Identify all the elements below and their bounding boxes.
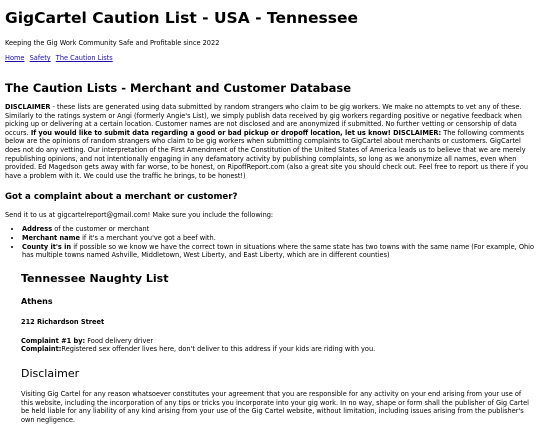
complaint-author-label: Complaint #1 by:: [21, 336, 86, 345]
list-item: [22, 234, 535, 243]
complaint-author-text: Food delivery driver: [85, 336, 154, 345]
send-instructions: Send it to us at gigcartelreport@gmail.com! Make sure you include the following:: [5, 211, 274, 220]
complaint-entries: [5, 337, 535, 354]
disclaimer-paragraph: [5, 103, 535, 180]
complaint-author: [21, 337, 535, 346]
list-item-text: if it's a merchant you've got a beef with.: [79, 233, 216, 242]
address-heading: 212 Richardson Street: [21, 317, 105, 326]
list-item-bold: County it's in: [22, 242, 72, 251]
disclaimer-body-2: The following comments below are the opinions of random strangers who claim to be gig workers when submitting complaints to GigCartel about merchants or customers. GigCartel does not do any vetting. Our interpretation of the First Amendment of the Constitution of the United States of America leads us to believe that we are merely republishing opinions, and not intentionally engaging in any defamatory activity by publishing complaints, so long as we anonymize all names, even when provided. Ed Magedson gets away with far worse, to be honest, on RipoffReport.com (also a great site you should check out. Feel free to report us there if you have a problem with it. We could use the traffic he brings, to be honest!): [5, 128, 529, 180]
list-item: [22, 225, 535, 234]
section-title: The Caution Lists - Merchant and Customer Database: [5, 81, 352, 95]
site-title: GigCartel Caution List - USA - Tennessee: [5, 9, 359, 27]
list-item: [22, 243, 535, 260]
requirements-list: [5, 225, 535, 259]
disclaimer-submit-callout: If you would like to submit data regarding a good or bad pickup or dropoff location, let us know! DISCLAIMER:: [30, 128, 442, 137]
complaint-heading: Got a complaint about a merchant or customer?: [5, 192, 238, 203]
city-heading: Athens: [21, 296, 53, 306]
site-tagline: Keeping the Gig Work Community Safe and Profitable since 2022: [5, 39, 220, 47]
complaint-body-label: Complaint:: [21, 345, 62, 354]
list-item-text: if possible so we know we have the correct town in situations where the same state has two towns with the same name (For example, Ohio has multiple towns named Ashville, Middletown, West Liberty, and East Liberty, which are in different counties): [22, 242, 535, 260]
naughty-list-section: [21, 271, 535, 286]
list-item-bold: Merchant name: [22, 233, 80, 242]
disclaimer-body-1: - these lists are generated using data submitted by random strangers who claim to be gig workers. We make no attempts to vet any of these. Similarly to the ratings system or Angi (formerly Angie's List), we simply publish data received by gig workers regarding positive or negative feedback when picking up or delivering at a certain location. Customer names are not disclosed and are anonymized if submitted. No further vetting or censorship of data occurs.: [5, 103, 522, 137]
breadcrumb-safety-link[interactable]: Safety: [29, 54, 51, 62]
footer-disclaimer-text: Visiting Gig Cartel for any reason whatsoever constitutes your agreement that you are responsible for any activity on your end arising from your use of this website, including the incorporation of any tips or tricks you incorporate into your gig work. In no way, shape or form shall the publisher of Gig Cartel be held liable for any liability of any kind arising from your use of the Gig Cartel website, without limitation, including issues arising from the publisher's own negligence.: [21, 389, 530, 424]
list-item-text: of the customer or merchant: [52, 225, 150, 234]
breadcrumb-caution-lists-link[interactable]: The Caution Lists: [55, 54, 113, 62]
naughty-list-title: Tennessee Naughty List: [21, 271, 169, 285]
breadcrumb: [5, 54, 535, 63]
complaint-body-text: Registered sex offender lives here, don't deliver to this address if your kids are riding with you.: [61, 345, 376, 354]
list-item-bold: Address: [22, 225, 53, 234]
breadcrumb-home-link[interactable]: Home: [5, 54, 25, 62]
complaint-body: [21, 345, 535, 354]
disclaimer-label: DISCLAIMER: [5, 103, 51, 111]
footer-disclaimer-title: Disclaimer: [21, 366, 80, 380]
